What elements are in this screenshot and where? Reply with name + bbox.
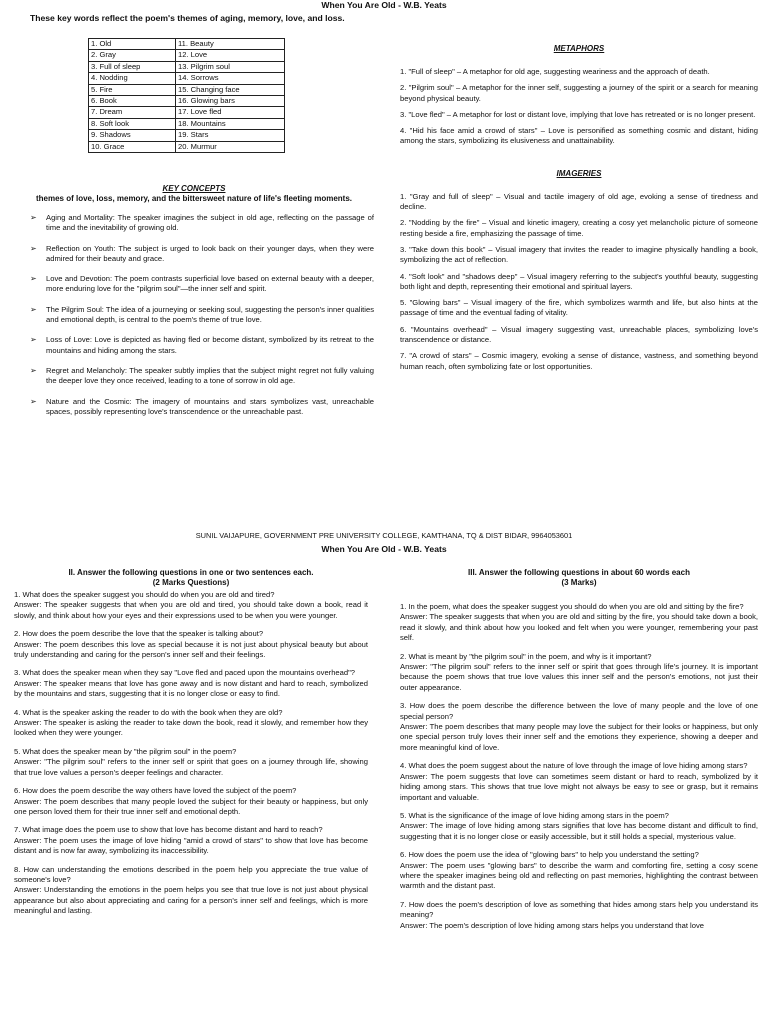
answer-text: Answer: The poem's description of love hiding among stars helps you understand that love [400, 920, 704, 930]
question-text: 3. What does the speaker mean when they say "Love fled and paced upon the mountains overhead"? [14, 668, 356, 678]
question-block [14, 786, 368, 817]
answer-text: Answer: The poem suggests that love can sometimes seem distant or hard to reach, symbolized by it hiding among stars. This shows that true love might not always be easy to see or grasp, but it remains important and valuable. [400, 771, 758, 802]
keyword-cell: 11. Beauty [176, 39, 285, 50]
three-marks-section [400, 568, 758, 939]
key-concept-text: Love and Devotion: The poem contrasts superficial love based on external beauty with a deeper, more enduring love for the "pilgrim soul"—the inner self and spirit. [46, 274, 374, 294]
answer-text: Answer: The poem uses "glowing bars" to describe the warm and comforting fire, setting a cosy scene where the speaker imagines being old and reflecting on past memories, highlighting the contrast between warmth and the distant past. [400, 860, 758, 891]
keyword-cell: 10. Grace [89, 141, 176, 152]
arrow-bullet-icon: ➢ [30, 213, 37, 222]
question-block [400, 850, 758, 892]
key-concept-text: Regret and Melancholy: The speaker subtly implies that the subject might regret not fully valuing the deeper love they once received, leading to a tone of sorrow in old age. [46, 365, 374, 386]
keyword-cell: 1. Old [89, 39, 176, 50]
key-concepts-heading: KEY CONCEPTS [162, 184, 226, 193]
keyword-row [89, 130, 285, 141]
imagery-item: 6. "Mountains overhead" – Visual imagery suggesting vast, unreachable places, symbolizing love's transcendence or distance. [400, 324, 758, 345]
keyword-cell: 15. Changing face [176, 84, 285, 95]
key-concept-item [14, 397, 374, 418]
question-block [14, 629, 368, 660]
keyword-cell: 20. Murmur [176, 141, 285, 152]
answer-text: Answer: The poem describes that many people may love the subject for their looks or happiness, but only one special person truly loves their inner self and the emotions they experience, showing a deeper and more meaningful kind of love. [400, 722, 758, 752]
question-block [14, 825, 368, 856]
keyword-cell: 2. Gray [89, 50, 176, 61]
keyword-cell: 19. Stars [176, 130, 285, 141]
right-column [400, 44, 758, 378]
keyword-row [89, 39, 285, 50]
question-text: 1. In the poem, what does the speaker suggest you should do when you are old and sitting by the fire? [400, 602, 744, 611]
arrow-bullet-icon: ➢ [30, 396, 37, 406]
question-block [400, 761, 758, 803]
key-concept-item [14, 305, 374, 326]
keyword-row [89, 50, 285, 61]
keyword-cell: 12. Love [176, 50, 285, 61]
question-block [14, 747, 368, 778]
key-concept-text: Reflection on Youth: The subject is urged to look back on their younger days, when they were admired for their beauty and grace. [46, 243, 374, 263]
keyword-row [89, 84, 285, 95]
imageries-heading: IMAGERIES [556, 168, 602, 178]
keyword-cell: 9. Shadows [89, 130, 176, 141]
question-text: 7. What image does the poem use to show that love has become distant and hard to reach? [14, 825, 323, 835]
question-block [400, 602, 758, 644]
question-text: 6. How does the poem use the idea of "glowing bars" to help you understand the setting? [400, 850, 699, 860]
keyword-cell: 13. Pilgrim soul [176, 61, 285, 72]
imagery-item: 2. "Nodding by the fire" – Visual and kinetic imagery, creating a cosy yet melancholic picture of someone resting beside a fire, emphasizing the passage of time. [400, 218, 758, 238]
question-text: 2. What is meant by "the pilgrim soul" in the poem, and why is it important? [400, 651, 652, 661]
answer-text: Answer: The speaker suggests that when you are old and sitting by the fire, you should take down a book, read it slowly, and think about how you looked and felt when you were younger, remembering your past self. [400, 612, 758, 643]
metaphor-item: 3. "Love fled" – A metaphor for lost or distant love, implying that love has retreated or is no longer present. [400, 109, 756, 119]
three-marks-heading: III. Answer the following questions in about 60 words each [468, 568, 690, 577]
answer-text: Answer: The speaker is asking the reader to take down the book, read it slowly, and remember how they looked when they were younger. [14, 718, 368, 738]
question-block [14, 708, 368, 739]
question-text: 4. What does the poem suggest about the nature of love through the image of love hiding among stars? [400, 761, 748, 771]
key-concept-text: Aging and Mortality: The speaker imagines the subject in old age, reflecting on the passage of time and the inevitability of growing old. [46, 213, 374, 233]
key-concept-item [14, 335, 374, 356]
keyword-cell: 7. Dream [89, 107, 176, 118]
question-text: 4. What is the speaker asking the reader to do with the book when they are old? [14, 707, 283, 717]
question-block [14, 865, 368, 917]
keyword-row [89, 61, 285, 72]
answer-text: Answer: The poem describes that many people loved the subject for their beauty or happiness, but only one person loved them for their true inner self and emotional depth. [14, 796, 368, 816]
key-concepts-list [14, 213, 374, 417]
answer-text: Answer: The speaker suggests that when you are old and tired, you should take down a book, read it slowly, and think about how your eyes and their expressions used to be when you were younger. [14, 600, 368, 620]
metaphor-item: 4. "Hid his face amid a crowd of stars" – Love is personified as something cosmic and distant, hiding among the stars, symbolizing its elusiveness and unattainability. [400, 126, 758, 146]
keyword-row [89, 141, 285, 152]
answer-text: Answer: Understanding the emotions in the poem helps you see that true love is not just about physical appearance but also about appreciating and caring for a person's inner self and feelings, which is more meaningful and lasting. [14, 885, 368, 916]
keyword-cell: 8. Soft look [89, 118, 176, 129]
imagery-item: 7. "A crowd of stars" – Cosmic imagery, evoking a sense of distance, vastness, and something beyond human reach, often symbolizing fate or lost opportunities. [400, 351, 758, 371]
keyword-row [89, 96, 285, 107]
question-block [400, 652, 758, 694]
key-concepts-subheading: themes of love, loss, memory, and the bittersweet nature of life's fleeting moments. [35, 194, 353, 203]
metaphor-item: 1. "Full of sleep" – A metaphor for old age, suggesting weariness and the approach of death. [400, 67, 710, 76]
key-concept-text: Loss of Love: Love is depicted as having fled or become distant, symbolized by its retreat to the mountains and hiding among the stars. [46, 335, 374, 355]
author-credit: SUNIL VAIJAPURE, GOVERNMENT PRE UNIVERSITY COLLEGE, KAMTHANA, TQ & DIST BIDAR, 9964053601 [195, 531, 573, 540]
key-concept-text: The Pilgrim Soul: The idea of a journeying or seeking soul, suggesting the person's inner qualities and emotional depth, is central to the poem's theme of true love. [46, 304, 374, 325]
keyword-cell: 4. Nodding [89, 73, 176, 84]
question-text: 8. How can understanding the emotions described in the poem help you appreciate the true value of someone's love? [14, 864, 368, 884]
arrow-bullet-icon: ➢ [30, 243, 37, 253]
keyword-row [89, 73, 285, 84]
answer-text: Answer: "The pilgrim soul" refers to the inner self or spirit that goes on a journey through life, showing that true love values a person's deeper feelings and character. [14, 757, 368, 777]
key-concept-item [14, 213, 374, 234]
question-text: 7. How does the poem's description of love as something that hides among stars help you understand its meaning? [400, 899, 758, 920]
imageries-list [400, 192, 758, 372]
question-text: 3. How does the poem describe the difference between the love of many people and the love of one special person? [400, 701, 758, 721]
question-text: 5. What is the significance of the image of love hiding among stars in the poem? [400, 810, 669, 820]
keyword-cell: 6. Book [89, 96, 176, 107]
document-title-repeat: When You Are Old - W.B. Yeats [321, 544, 447, 554]
keyword-cell: 16. Glowing bars [176, 96, 285, 107]
two-marks-section [14, 568, 368, 925]
key-concept-item [14, 274, 374, 295]
keyword-cell: 17. Love fled [176, 107, 285, 118]
answer-text: Answer: The poem uses the image of love hiding "amid a crowd of stars" to show that love has become distant and is now far away, symbolizing its inaccessibility. [14, 835, 368, 856]
question-block [14, 668, 368, 699]
answer-text: Answer: The speaker means that love has gone away and is now distant and hard to reach, symbolized by the mountains and stars, suggesting that it is no longer close or easy to find. [14, 678, 368, 699]
question-text: 2. How does the poem describe the love that the speaker is talking about? [14, 629, 264, 639]
key-concept-item [14, 244, 374, 265]
answer-text: Answer: The poem describes this love as special because it is not just about physical beauty but about truly understanding and caring for the person's inner self and their feelings. [14, 639, 368, 660]
keyword-cell: 14. Sorrows [176, 73, 285, 84]
imagery-item: 4. "Soft look" and "shadows deep" – Visual imagery referring to the subject's youthful beauty, suggesting both light and depth, representing their emotional and spiritual layers. [400, 271, 758, 291]
question-block [14, 590, 368, 621]
imagery-item: 3. "Take down this book" – Visual imagery that invites the reader to imagine physically handling a book, symbolizing the act of reflection. [400, 244, 758, 265]
three-marks-label: (3 Marks) [561, 578, 597, 587]
question-block [400, 900, 758, 931]
two-marks-label: (2 Marks Questions) [152, 578, 230, 587]
arrow-bullet-icon: ➢ [30, 274, 37, 284]
keyword-cell: 3. Full of sleep [89, 61, 176, 72]
three-marks-questions [400, 602, 758, 931]
keyword-cell: 5. Fire [89, 84, 176, 95]
imagery-item: 5. "Glowing bars" – Visual imagery of the fire, which symbolizes warmth and life, but also hints at the passage of time and the eventual fading of vitality. [400, 298, 758, 318]
imagery-item: 1. "Gray and full of sleep" – Visual and tactile imagery of old age, evoking a sense of tiredness and decline. [400, 191, 758, 212]
two-marks-heading: II. Answer the following questions in one or two sentences each. [68, 568, 314, 577]
question-text: 6. How does the poem describe the way others have loved the subject of the poem? [14, 786, 297, 796]
two-marks-questions [14, 590, 368, 917]
keywords-intro: These key words reflect the poem's themes of aging, memory, love, and loss. [30, 13, 345, 23]
keywords-table [88, 38, 285, 153]
metaphors-list [400, 67, 758, 147]
question-text: 5. What does the speaker mean by "the pilgrim soul" in the poem? [14, 746, 237, 756]
keyword-row [89, 118, 285, 129]
keyword-row [89, 107, 285, 118]
question-block [400, 811, 758, 842]
question-text: 1. What does the speaker suggest you should do when you are old and tired? [14, 590, 275, 599]
answer-text: Answer: "The pilgrim soul" refers to the inner self or spirit that goes through life's journey. It is important because the poem shows that true love values this inner self and the person's emotions, not just their outer appearance. [400, 662, 758, 692]
key-concept-item [14, 366, 374, 387]
keyword-cell: 18. Mountains [176, 118, 285, 129]
question-block [400, 701, 758, 753]
metaphor-item: 2. "Pilgrim soul" – A metaphor for the inner self, suggesting a journey of the spirit or a search for meaning beyond physical beauty. [400, 83, 758, 103]
key-concept-text: Nature and the Cosmic: The imagery of mountains and stars symbolizes vast, unreachable spaces, possibly representing love's transcendence or the unreachable past. [46, 396, 374, 416]
key-concepts-section [14, 184, 374, 427]
metaphors-heading: METAPHORS [553, 44, 605, 53]
arrow-bullet-icon: ➢ [30, 304, 37, 314]
arrow-bullet-icon: ➢ [30, 335, 37, 345]
arrow-bullet-icon: ➢ [30, 365, 37, 375]
document-title: When You Are Old - W.B. Yeats [321, 0, 447, 10]
answer-text: Answer: The image of love hiding among stars signifies that love has become distant and difficult to find, suggesting that it is no longer close or easily accessible, but it still holds a special, mysterious value. [400, 821, 758, 841]
